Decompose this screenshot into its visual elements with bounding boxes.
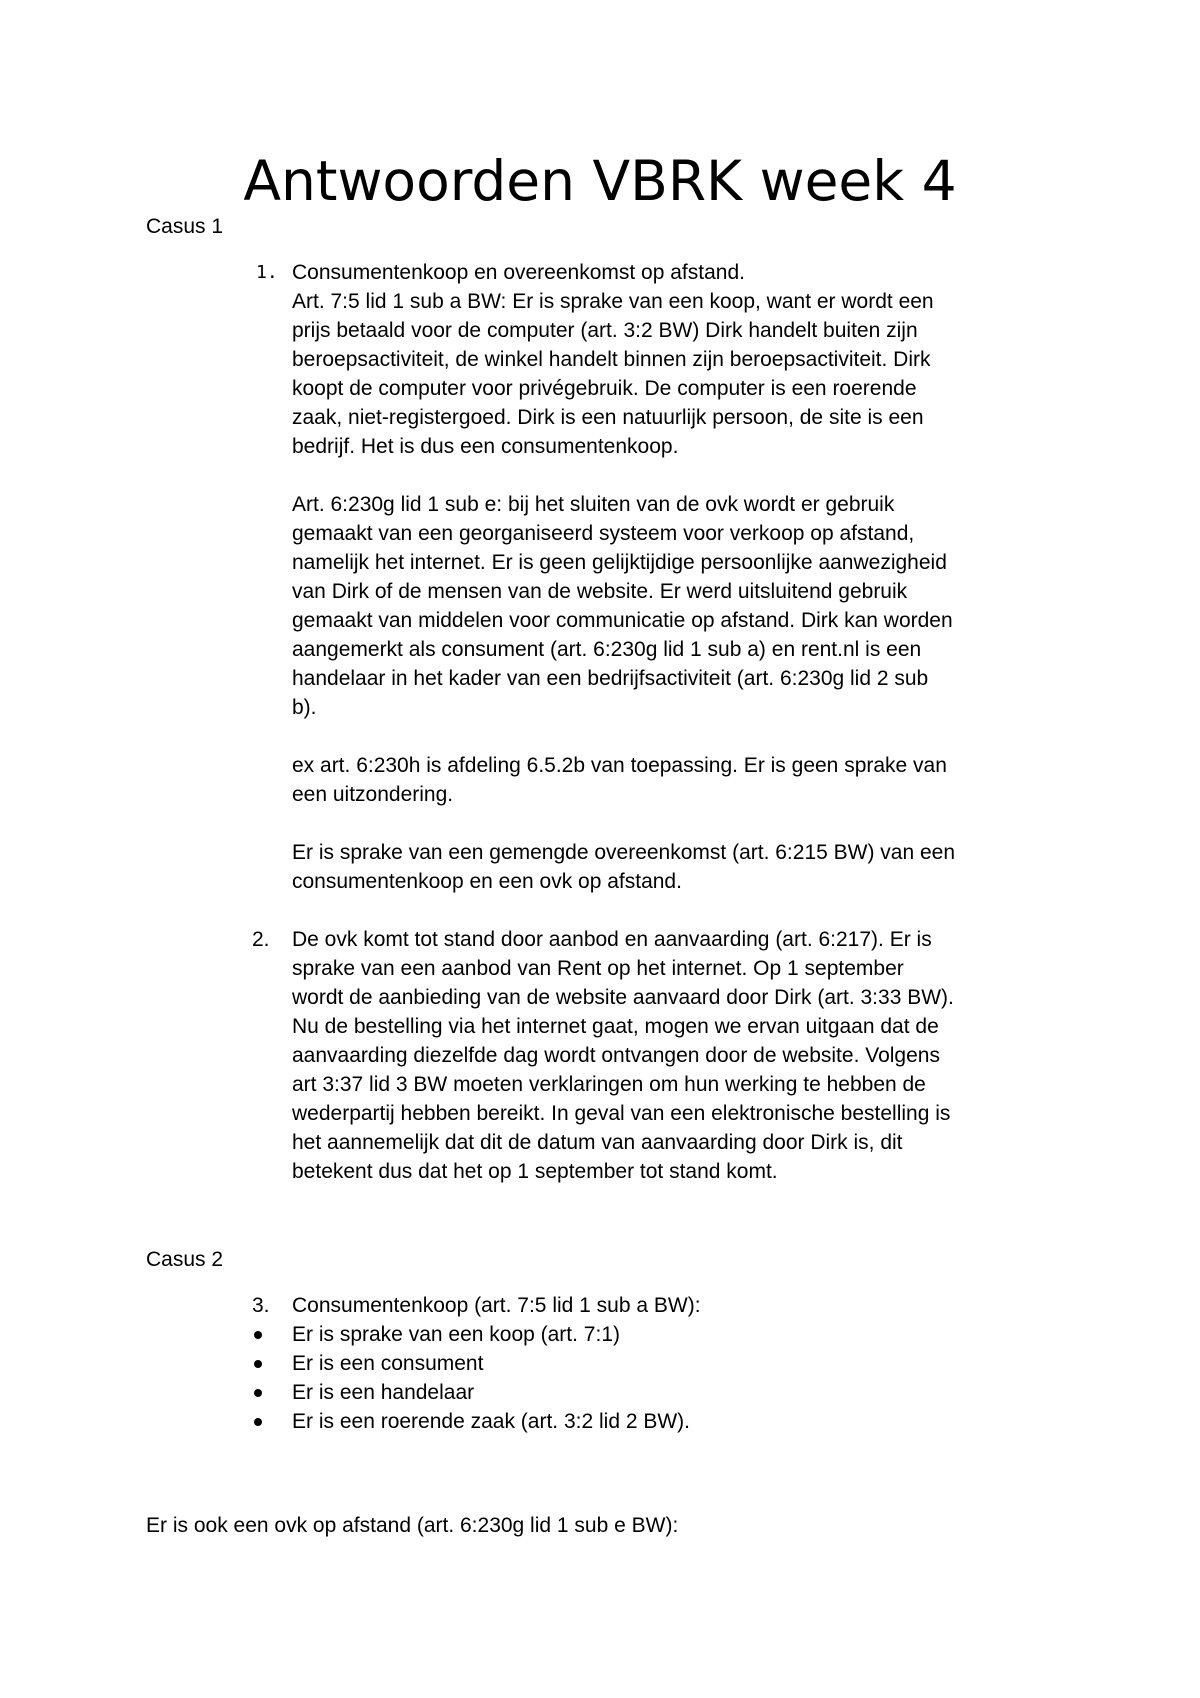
bullet-item [292,1407,1072,1436]
list-number: 1. [256,262,278,283]
bullet-item [292,1378,1072,1407]
answer-paragraph: Consumentenkoop en overeenkomst op afstand. Art. 7:5 lid 1 sub a BW: Er is sprake van een koop, want er wordt een prijs betaald voor de computer (art. 3:2 BW) Dirk handelt buiten zijn beroepsactiviteit, de winkel handelt binnen zijn beroepsactiviteit. Dirk koopt de computer voor privégebruik. De computer is een roerende zaak, niet-registergoed. Dirk is een natuurlijk persoon, de site is een bedrijf. Het is dus een consumentenkoop. [292,261,934,458]
bullet-text: Er is sprake van een koop (art. 7:1) [292,1323,620,1346]
document-title: Antwoorden VBRK week 4 [243,149,957,213]
bullet-item [292,1349,1072,1378]
answer-item-2 [252,925,1072,1186]
answer-text: Consumentenkoop (art. 7:5 lid 1 sub a BW): [292,1294,701,1317]
closing-paragraph: Er is ook een ovk op afstand (art. 6:230g lid 1 sub e BW): [146,1514,679,1537]
answer-paragraph: ex art. 6:230h is afdeling 6.5.2b van toepassing. Er is geen sprake van een uitzondering. [292,754,947,806]
casus-1-heading: Casus 1 [146,215,224,238]
answer-paragraph: Er is sprake van een gemengde overeenkomst (art. 6:215 BW) van een consumentenkoop en een ovk op afstand. [292,841,956,893]
casus-2-heading: Casus 2 [146,1248,224,1271]
list-number: 2. [252,928,270,951]
bullet-icon [254,1389,262,1397]
bullet-icon [254,1331,262,1339]
bullet-text: Er is een handelaar [292,1381,475,1404]
answer-item-1 [256,258,1072,896]
answer-item-3 [252,1291,1072,1320]
bullet-icon [254,1360,262,1368]
list-number: 3. [252,1294,270,1317]
answer-paragraph: De ovk komt tot stand door aanbod en aanvaarding (art. 6:217). Er is sprake van een aanbod van Rent op het internet. Op 1 september wordt de aanbieding van de website aanvaard door Dirk (art. 3:33 BW). Nu de bestelling via het internet gaat, mogen we ervan uitgaan dat de aanvaarding diezelfde dag wordt ontvangen door de website. Volgens art 3:37 lid 3 BW moeten verklaringen om hun werking te hebben de wederpartij hebben bereikt. In geval van een elektronische bestelling is het aannemelijk dat dit de datum van aanvaarding door Dirk is, dit betekent dus dat het op 1 september tot stand komt. [292,928,954,1183]
bullet-text: Er is een roerende zaak (art. 3:2 lid 2 BW). [292,1410,691,1433]
answer-paragraph: Art. 6:230g lid 1 sub e: bij het sluiten van de ovk wordt er gebruik gemaakt van een georganiseerd systeem voor verkoop op afstand, namelijk het internet. Er is geen gelijktijdige persoonlijke aanwezigheid van Dirk of de mensen van de website. Er werd uitsluitend gebruik gemaakt van middelen voor communicatie op afstand. Dirk kan worden aangemerkt als consument (art. 6:230g lid 1 sub a) en rent.nl is een handelaar in het kader van een bedrijfsactiviteit (art. 6:230g lid 2 sub b). [292,493,953,719]
bullet-text: Er is een consument [292,1352,484,1375]
bullet-item [292,1320,1072,1349]
bullet-icon [254,1418,262,1426]
